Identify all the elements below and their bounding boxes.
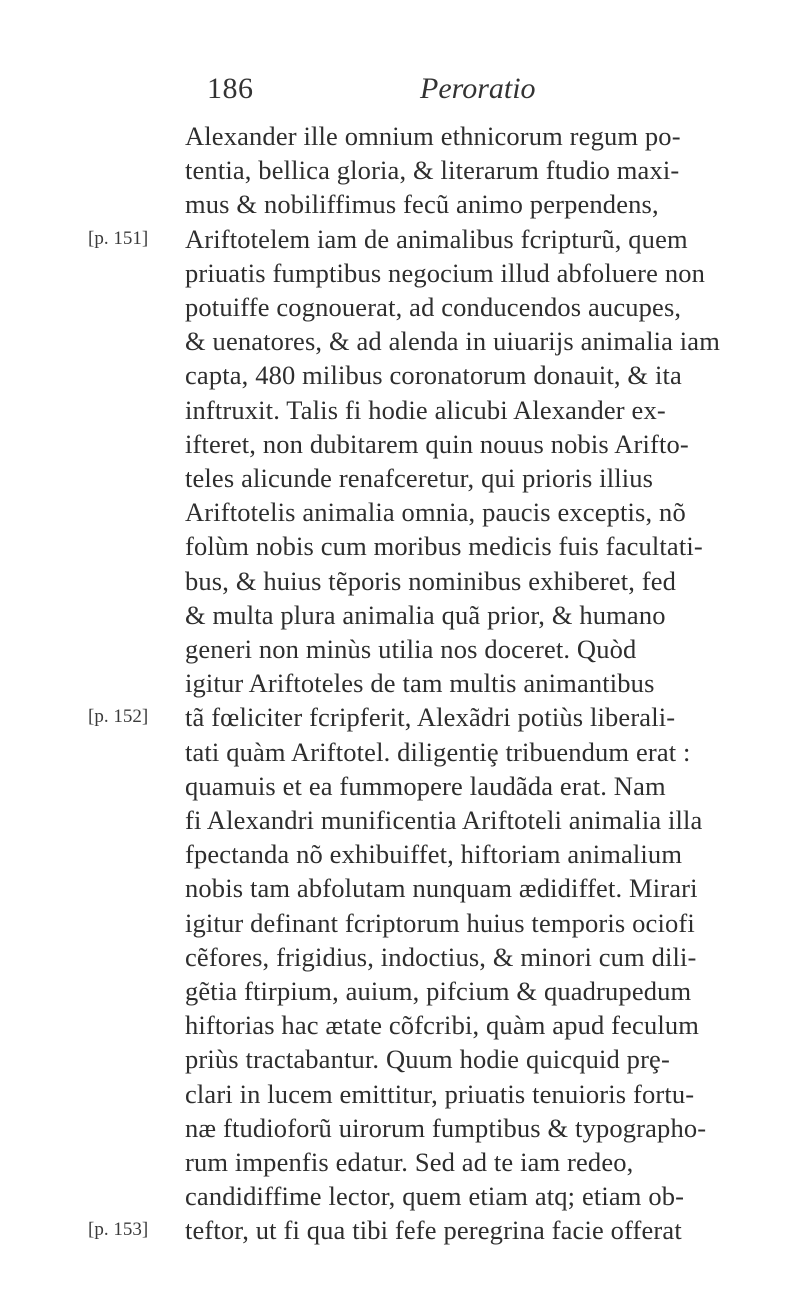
line-text: næ ftudioforũ uirorum fumptibus & typographo- [185, 1112, 707, 1143]
line-text: & multa plura animalia quã prior, & humano [185, 599, 666, 630]
line-text: tã fœliciter fcripferit, Alexãdri potiùs liberali- [185, 702, 676, 733]
line-text: bus, & huius tẽporis nominibus exhiberet, fed [185, 565, 677, 596]
line-text: tati quàm Ariftotel. diligentiȩ tribuendum erat : [185, 736, 691, 767]
line-text: priùs tractabantur. Quum hodie quicquid prȩ- [185, 1044, 670, 1075]
line-text: cẽfores, frigidius, indoctius, & minori cum dili- [185, 941, 697, 972]
line-text: potuiffe cognouerat, ad conducendos aucupes, [185, 292, 682, 322]
line-text: mus & nobiliffimus fecũ animo perpendens, [185, 189, 659, 220]
line-text: rum impenfis edatur. Sed ad te iam redeo, [185, 1147, 634, 1177]
running-head [0, 72, 800, 112]
line-text: Ariftotelis animalia omnia, paucis exceptis, nõ [185, 497, 686, 528]
line-text: teftor, ut fi qua tibi fefe peregrina facie offerat [185, 1215, 682, 1246]
line-text: gẽtia ftirpium, auium, pifcium & quadrupedum [185, 976, 692, 1006]
line-text: nobis tam abfolutam nunquam ædidiffet. Mirari [185, 873, 698, 904]
text-line [0, 1208, 800, 1252]
running-title: Peroratio [420, 72, 536, 105]
marginal-page-reference: [p. 151] [88, 227, 149, 249]
line-text: priuatis fumptibus negocium illud abfoluere non [185, 257, 706, 288]
line-text: Ariftotelem iam de animalibus fcripturũ, quem [185, 223, 688, 254]
line-text: tentia, bellica gloria, & literarum ftudio maxi- [185, 155, 680, 186]
marginal-page-reference: [p. 152] [88, 706, 149, 728]
line-text: teles alicunde renafceretur, qui prioris illius [185, 463, 654, 493]
line-text: folùm nobis cum moribus medicis fuis facultati- [185, 531, 703, 562]
line-text: ifteret, non dubitarem quin nouus nobis Arifto- [185, 428, 689, 459]
line-text: fi Alexandri munificentia Ariftoteli animalia illa [185, 805, 703, 835]
line-text: & uenatores, & ad alenda in uiuarijs animalia iam [185, 326, 720, 357]
line-text: igitur Ariftoteles de tam multis animantibus [185, 668, 655, 699]
line-text: inftruxit. Talis fi hodie alicubi Alexander ex- [185, 394, 666, 425]
marginal-page-reference: [p. 153] [88, 1219, 149, 1241]
line-text: fpectanda nõ exhibuiffet, hiftoriam animalium [185, 839, 683, 870]
line-text: capta, 480 milibus coronatorum donauit, & ita [185, 360, 682, 391]
line-text: hiftorias hac ætate cõfcribi, quàm apud feculum [185, 1010, 700, 1041]
line-text: candidiffime lector, quem etiam atq; etiam ob- [185, 1181, 685, 1212]
line-text: clari in lucem emittitur, priuatis tenuioris fortu- [185, 1078, 695, 1109]
line-text: quamuis et ea fummopere laudãda erat. Nam [185, 770, 666, 801]
line-text: generi non minùs utilia nos doceret. Quòd [185, 634, 637, 664]
page-number: 186 [207, 72, 254, 105]
line-text: igitur definant fcriptorum huius temporis ociofi [185, 907, 695, 938]
line-text: Alexander ille omnium ethnicorum regum po- [185, 121, 681, 151]
